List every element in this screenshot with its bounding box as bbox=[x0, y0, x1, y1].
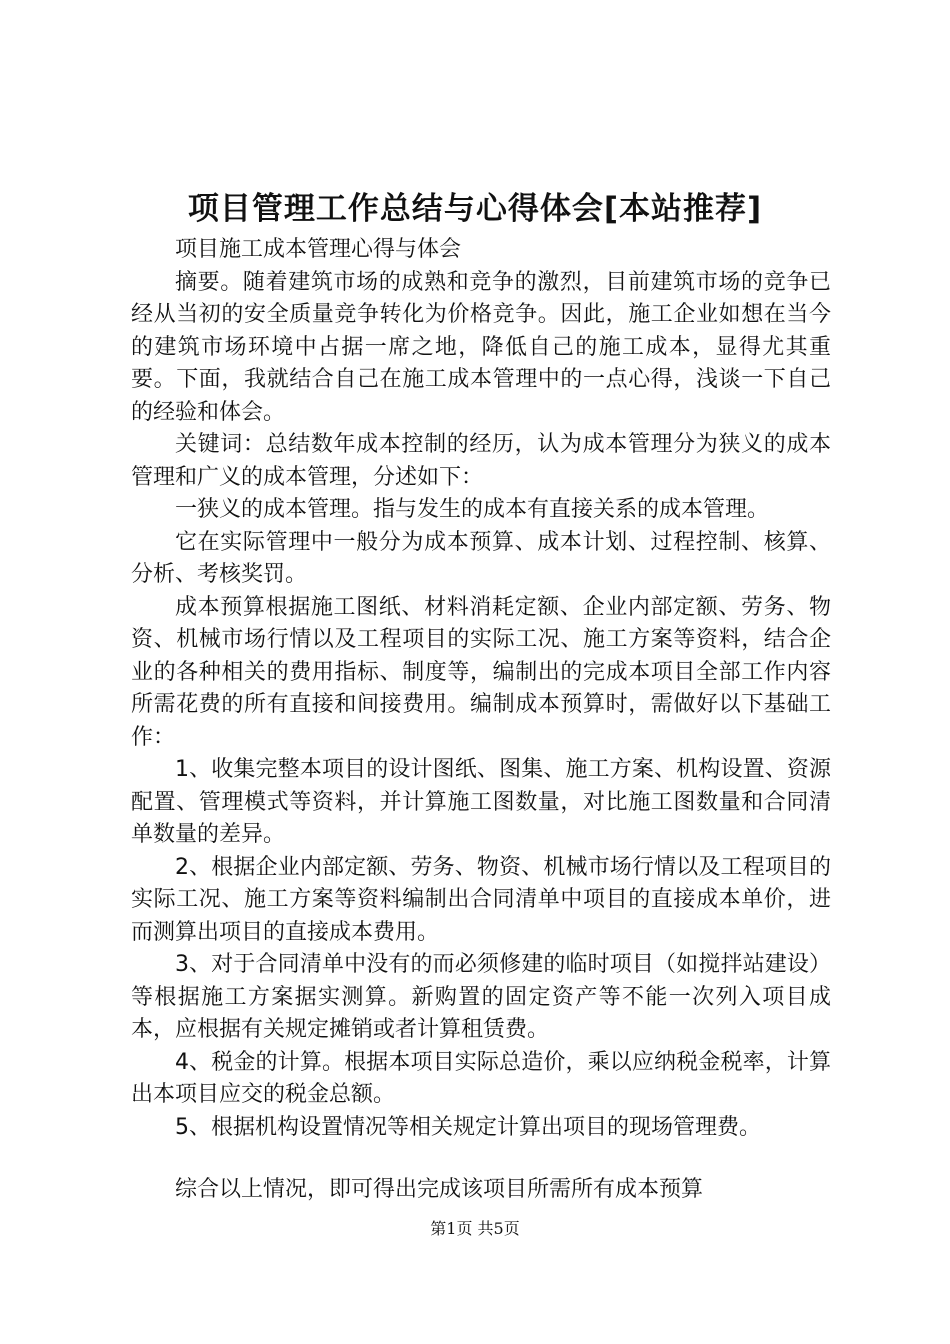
paragraph-cost-budget: 成本预算根据施工图纸、材料消耗定额、企业内部定额、劳务、物资、机械市场行情以及工程项目的实际工况、施工方案等资料，结合企业的各种相关的费用指标、制度等，编制出的完成本项目全部工作内容所需花费的所有直接和间接费用。编制成本预算时，需做好以下基础工作： bbox=[131, 594, 831, 750]
document-title: 项目管理工作总结与心得体会[本站推荐] bbox=[187, 191, 763, 227]
list-item-5: 5、根据机构设置情况等相关规定计算出项目的现场管理费。 bbox=[175, 1114, 761, 1140]
list-item-4: 4、税金的计算。根据本项目实际总造价，乘以应纳税金税率，计算出本项目应交的税金总额。 bbox=[131, 1049, 831, 1107]
paragraph-summary: 综合以上情况，即可得出完成该项目所需所有成本预算 bbox=[175, 1177, 704, 1202]
paragraph-keywords: 关键词：总结数年成本控制的经历，认为成本管理分为狭义的成本管理和广义的成本管理，分述如下： bbox=[131, 432, 831, 490]
page-footer: 第1页 共5页 bbox=[430, 1219, 520, 1238]
document-subtitle: 项目施工成本管理心得与体会 bbox=[175, 237, 462, 262]
paragraph-management-steps: 它在实际管理中一般分为成本预算、成本计划、过程控制、核算、分析、考核奖罚。 bbox=[131, 529, 831, 587]
list-item-3: 3、对于合同清单中没有的而必须修建的临时项目（如搅拌站建设）等根据施工方案据实测算。新购置的固定资产等不能一次列入项目成本，应根据有关规定摊销或者计算租赁费。 bbox=[131, 952, 831, 1042]
list-item-2: 2、根据企业内部定额、劳务、物资、机械市场行情以及工程项目的实际工况、施工方案等资料编制出合同清单中项目的直接成本单价，进而测算出项目的直接成本费用。 bbox=[131, 854, 831, 945]
paragraph-abstract: 摘要。随着建筑市场的成熟和竞争的激烈，目前建筑市场的竞争已经从当初的安全质量竞争转化为价格竞争。因此，施工企业如想在当今的建筑市场环境中占据一席之地，降低自己的施工成本，显得尤其重要。下面，我就结合自己在施工成本管理中的一点心得，浅谈一下自己的经验和体会。 bbox=[131, 269, 831, 425]
list-item-1: 1、收集完整本项目的设计图纸、图集、施工方案、机构设置、资源配置、管理模式等资料，并计算施工图数量，对比施工图数量和合同清单数量的差异。 bbox=[131, 757, 831, 847]
document-body bbox=[131, 234, 831, 1207]
paragraph-narrow-cost: 一狭义的成本管理。指与发生的成本有直接关系的成本管理。 bbox=[175, 497, 770, 522]
